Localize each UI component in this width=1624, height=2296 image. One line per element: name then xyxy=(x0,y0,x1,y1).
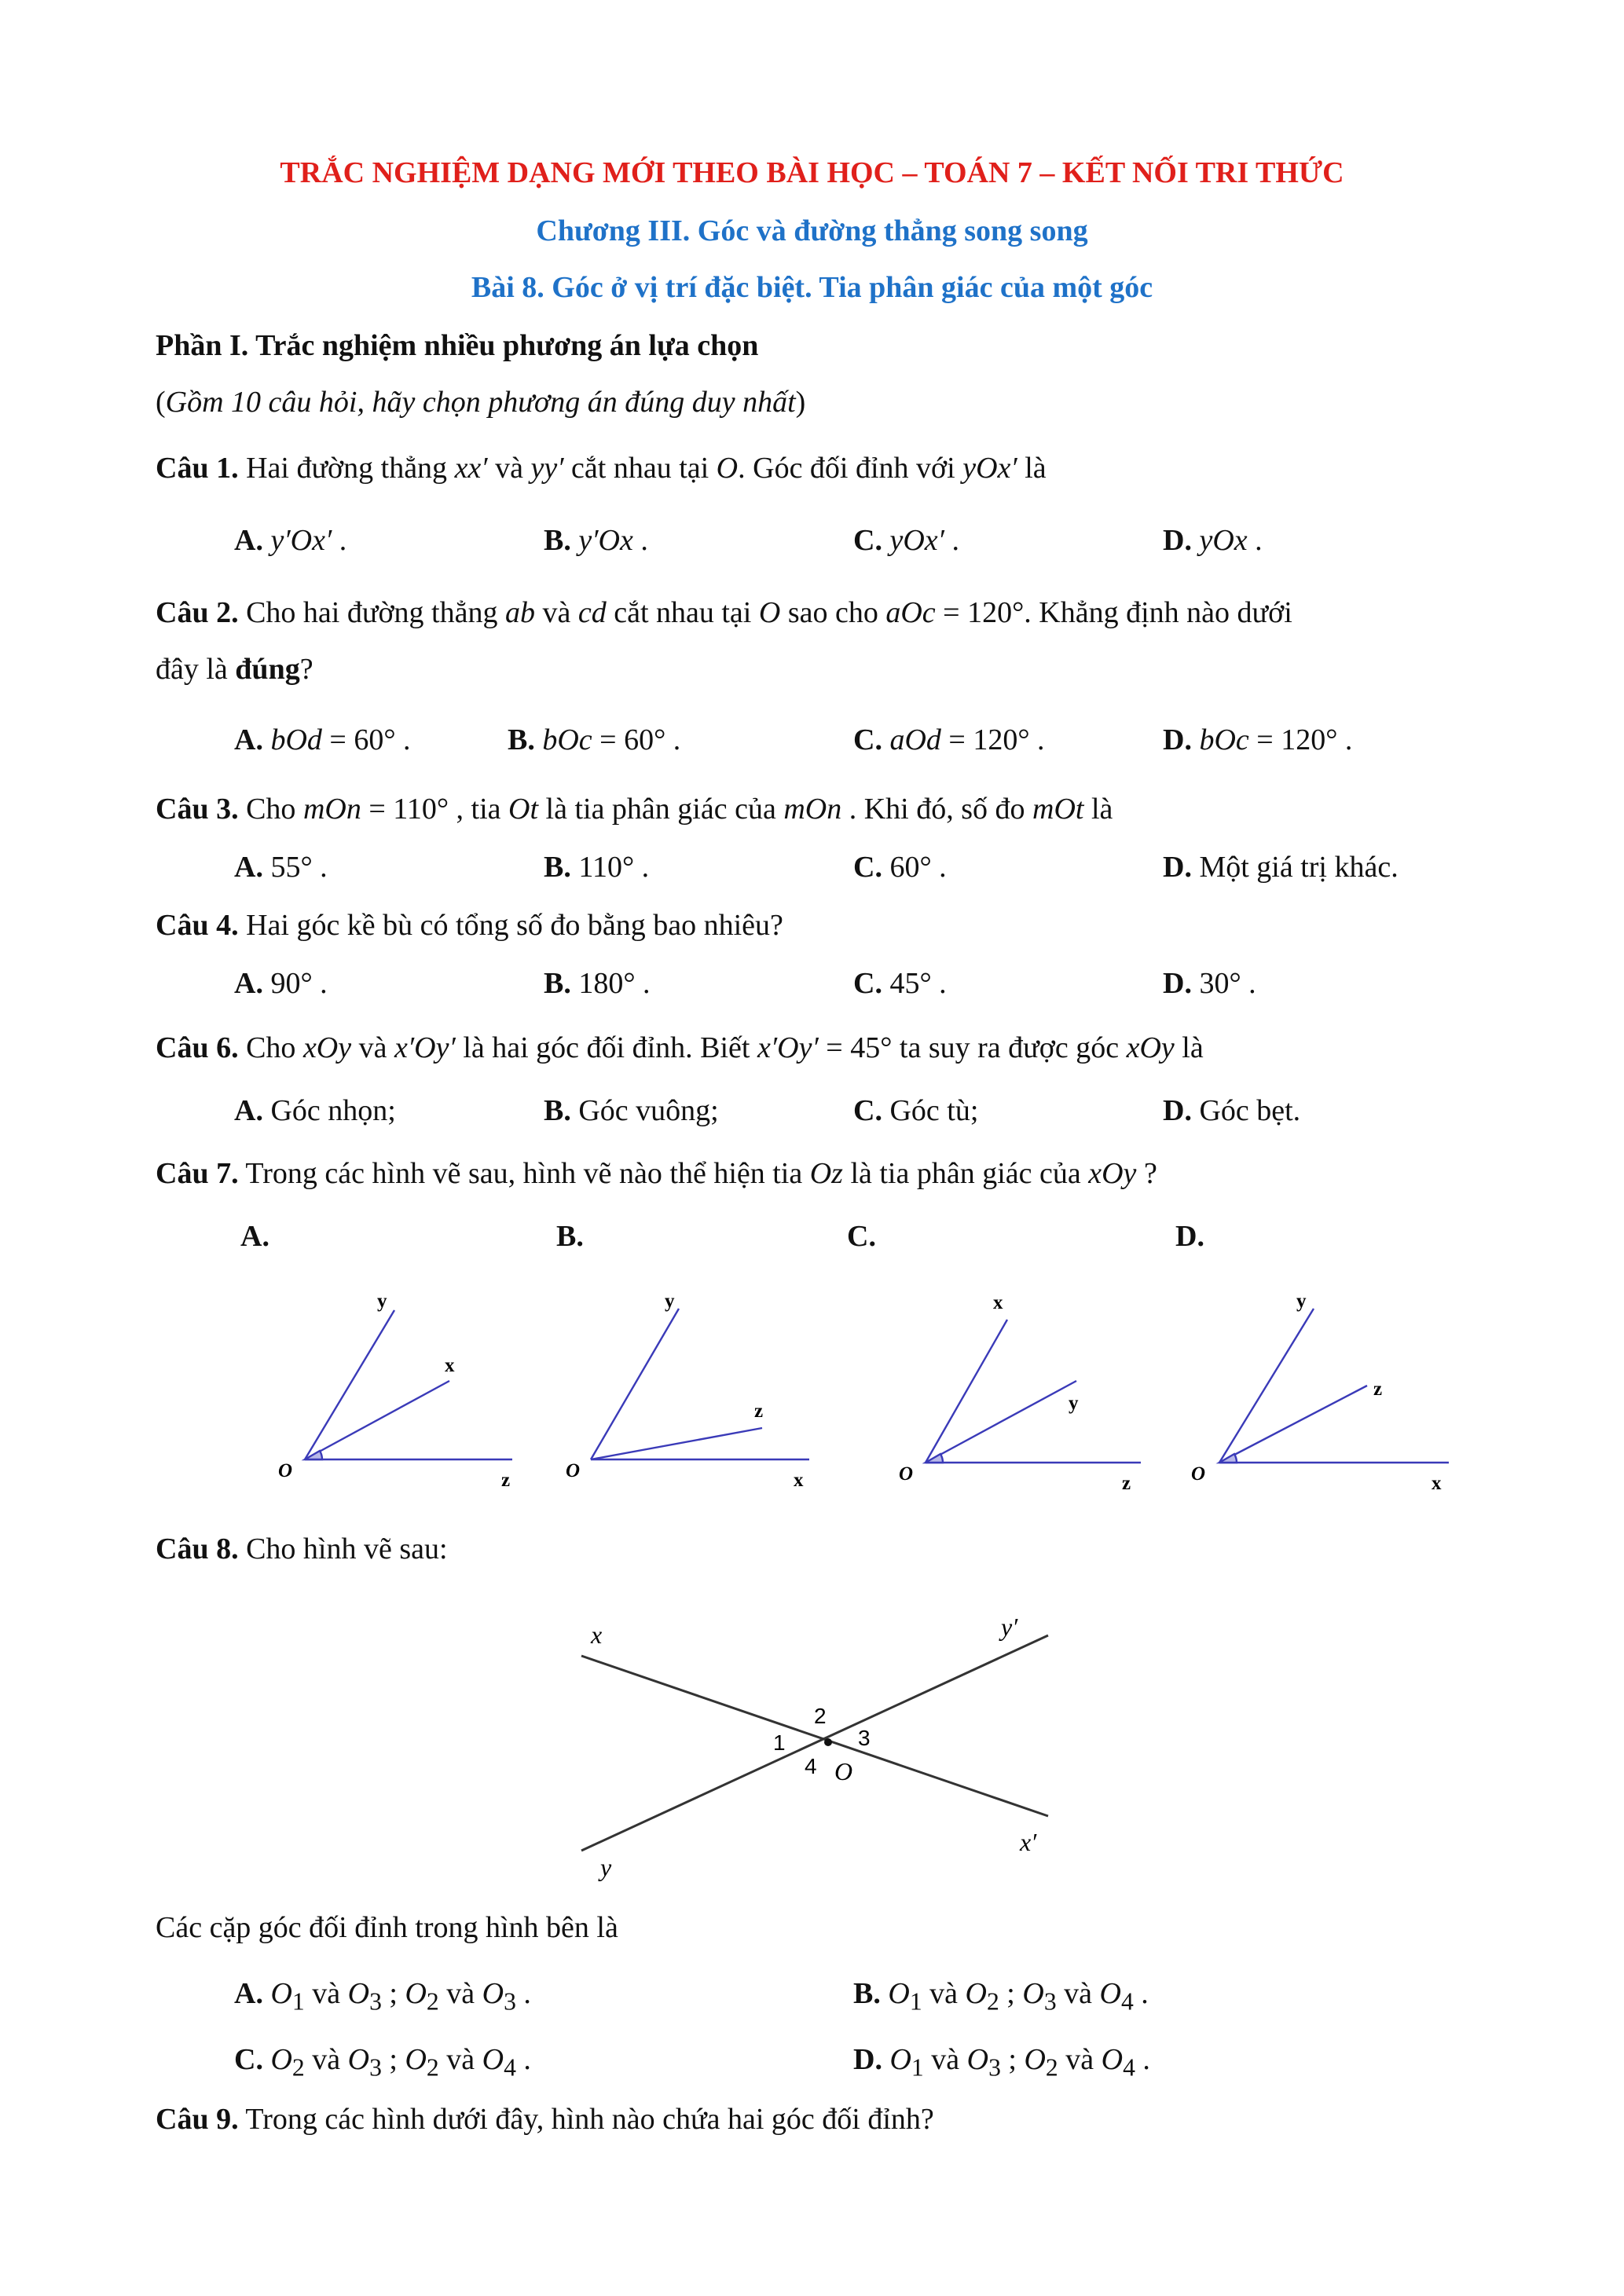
angle-label-1: 1 xyxy=(773,1730,786,1755)
angle-label-4: 4 xyxy=(805,1754,817,1778)
figure-c-label-steep: x xyxy=(993,1292,1003,1313)
question-1: Câu 1. Hai đường thẳng xx′ và yy′ cắt nhau tại O. Góc đối đỉnh với yOx′ là xyxy=(156,452,1047,485)
q8-option-a[interactable]: A. $O_1$ và $O_3$ ; $O_2$ và $O_3$ . xyxy=(234,1977,531,2016)
question-9: Câu 9. Trong các hình dưới đây, hình nào chứa hai góc đối đỉnh? xyxy=(156,2103,934,2136)
q8-option-b[interactable]: B. $O_1$ và $O_2$ ; $O_3$ và $O_4$ . xyxy=(853,1977,1149,2016)
lesson-heading: Bài 8. Góc ở vị trí đặc biệt. Tia phân giác của một góc xyxy=(471,271,1153,304)
figure-a-label-mid: x xyxy=(445,1355,455,1376)
q1-option-c[interactable]: C. yOx′ . xyxy=(853,524,959,557)
q8-option-d[interactable]: D. $O_1$ và $O_3$ ; $O_2$ và $O_4$ . xyxy=(853,2043,1150,2082)
section-title: Phần I. Trắc nghiệm nhiều phương án lựa chọn xyxy=(156,329,759,362)
q4-option-b[interactable]: B. 180° . xyxy=(544,967,651,1000)
q4-option-a[interactable]: A. 90° . xyxy=(234,967,328,1000)
q3-option-a[interactable]: A. 55° . xyxy=(234,851,328,884)
q1-option-d[interactable]: D. yOx . xyxy=(1163,524,1263,557)
question-6: Câu 6. Cho xOy và x′Oy′ là hai góc đối đỉnh. Biết x′Oy′ = 45° ta suy ra được góc xOy là xyxy=(156,1031,1204,1064)
q3-option-b[interactable]: B. 110° . xyxy=(544,851,650,884)
q7-option-c[interactable]: C. xyxy=(847,1220,876,1253)
q1-option-a[interactable]: A. y′Ox′ . xyxy=(234,524,347,557)
q1-option-b[interactable]: B. y′Ox . xyxy=(544,524,648,557)
q6-option-c[interactable]: C. Góc tù; xyxy=(853,1094,979,1127)
line-yy-prime xyxy=(581,1635,1048,1851)
figure-d-label-flat: x xyxy=(1432,1473,1442,1494)
label-o: O xyxy=(834,1757,853,1785)
q2-option-a[interactable]: A. bOd = 60° . xyxy=(234,723,411,756)
figure-b-label-steep: y xyxy=(665,1291,675,1312)
q6-option-a[interactable]: A. Góc nhọn; xyxy=(234,1094,396,1127)
figure-c-origin: O xyxy=(899,1463,914,1485)
label-y-prime: y′ xyxy=(1001,1613,1018,1641)
q2-option-c[interactable]: C. aOd = 120° . xyxy=(853,723,1045,756)
q3-option-d[interactable]: D. Một giá trị khác. xyxy=(1163,851,1399,884)
q7-option-a[interactable]: A. xyxy=(240,1220,269,1253)
figure-b-origin: O xyxy=(566,1460,581,1481)
figure-d-label-steep: y xyxy=(1296,1291,1307,1312)
q7-option-d[interactable]: D. xyxy=(1175,1220,1204,1253)
figure-a-label-flat: z xyxy=(501,1470,511,1491)
question-4: Câu 4. Hai góc kề bù có tổng số đo bằng bao nhiêu? xyxy=(156,909,783,942)
figure-b-label-flat: x xyxy=(794,1470,804,1491)
label-y: y xyxy=(600,1853,612,1881)
label-x: x xyxy=(591,1620,603,1649)
q2-option-b[interactable]: B. bOc = 60° . xyxy=(508,723,681,756)
question-8: Câu 8. Cho hình vẽ sau: xyxy=(156,1532,448,1565)
q8-option-c[interactable]: C. $O_2$ và $O_3$ ; $O_2$ và $O_4$ . xyxy=(234,2043,531,2082)
question-2-line-2: đây là đúng? xyxy=(156,653,313,686)
figure-d-origin: O xyxy=(1191,1463,1206,1485)
q4-option-c[interactable]: C. 45° . xyxy=(853,967,947,1000)
q7-option-b[interactable]: B. xyxy=(556,1220,584,1253)
question-2: Câu 2. Cho hai đường thẳng ab và cd cắt nhau tại O sao cho aOc = 120°. Khẳng định nào dưới xyxy=(156,596,1292,629)
question-3: Câu 3. Cho mOn = 110° , tia Ot là tia phân giác của mOn . Khi đó, số đo mOt là xyxy=(156,793,1113,826)
figure-c-label-flat: z xyxy=(1122,1473,1131,1494)
angle-label-3: 3 xyxy=(858,1726,871,1750)
document-title: TRẮC NGHIỆM DẠNG MỚI THEO BÀI HỌC – TOÁN 7 – KẾT NỐI TRI THỨC xyxy=(280,156,1344,189)
q2-option-d[interactable]: D. bOc = 120° . xyxy=(1163,723,1353,756)
q6-option-b[interactable]: B. Góc vuông; xyxy=(544,1094,719,1127)
angle-label-2: 2 xyxy=(814,1704,827,1728)
question-8-prompt: Các cặp góc đối đỉnh trong hình bên là xyxy=(156,1911,618,1944)
figure-c-label-mid: y xyxy=(1069,1393,1079,1414)
line-xx-prime xyxy=(581,1656,1048,1816)
q6-option-d[interactable]: D. Góc bẹt. xyxy=(1163,1094,1301,1127)
figure-a-label-steep: y xyxy=(377,1291,387,1312)
point-o xyxy=(824,1738,832,1746)
question-7: Câu 7. Trong các hình vẽ sau, hình vẽ nào thể hiện tia Oz là tia phân giác của xOy ? xyxy=(156,1157,1157,1190)
q4-option-d[interactable]: D. 30° . xyxy=(1163,967,1256,1000)
section-note: (Gồm 10 câu hỏi, hãy chọn phương án đúng duy nhất) xyxy=(156,386,806,419)
figure-d-label-mid: z xyxy=(1373,1379,1383,1400)
q3-option-c[interactable]: C. 60° . xyxy=(853,851,947,884)
label-x-prime: x′ xyxy=(1020,1828,1037,1856)
figure-b-label-mid: z xyxy=(754,1401,764,1422)
figure-a-origin: O xyxy=(278,1460,293,1481)
chapter-heading: Chương III. Góc và đường thẳng song song xyxy=(536,214,1088,247)
